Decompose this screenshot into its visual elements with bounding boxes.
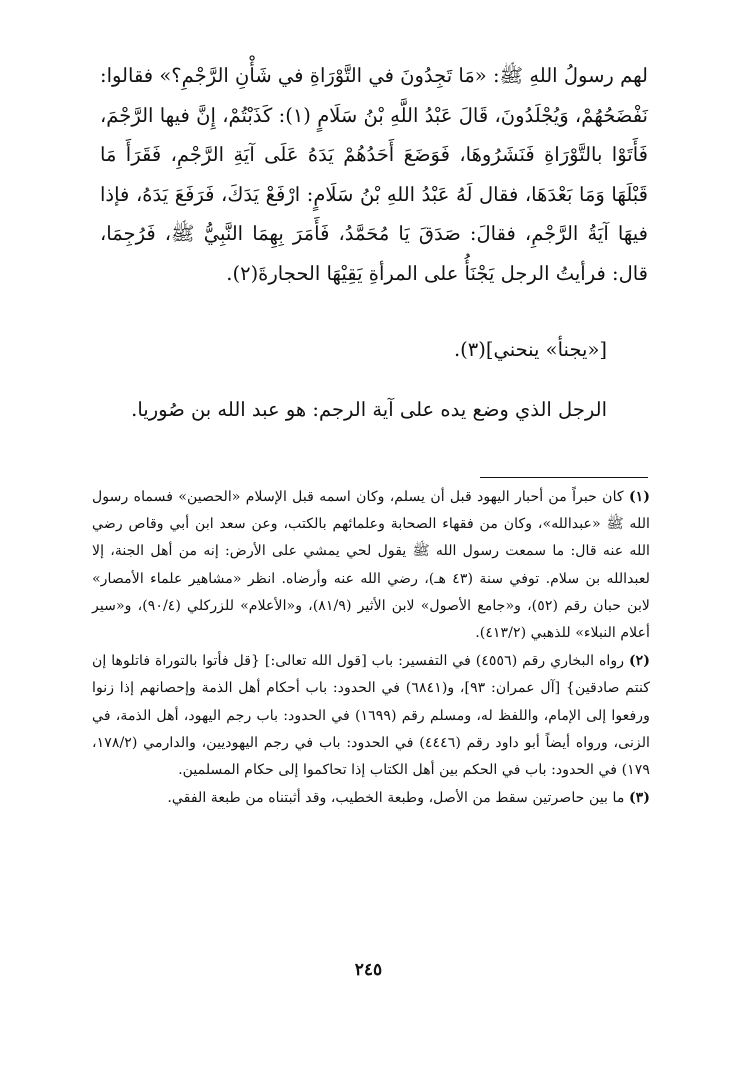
footnote-number: (٣) — [628, 790, 650, 807]
main-text-block — [100, 56, 648, 294]
footnote — [92, 484, 650, 647]
footnote-text: ما بين حاصرتين سقط من الأصل، وطبعة الخطيب، وقد أثبتناه من طبعة الفقي. — [167, 790, 625, 807]
footnote-number: (٢) — [628, 653, 650, 670]
hadith-paragraph: لهم رسولُ اللهِ ﷺ: «مَا تَجِدُونَ في التَّوْرَاةِ في شَأْنِ الرَّجْمِ؟» فقالوا: نَفْضَحُهُمْ، وَيُجْلَدُونَ، قَالَ عَبْدُ اللَّهِ بْنُ سَلَامٍ (١): كَذَبْتُمْ، إِنَّ فيها الرَّجْمَ، فَأَتَوْا بالتَّوْرَاةِ فَنَشَرُوهَا، فَوَضَعَ أَحَدُهُمْ يَدَهُ عَلَى آيَةِ الرَّجْمِ، فَقَرَأَ مَا قَبْلَهَا وَمَا بَعْدَهَا، فقال لَهُ عَبْدُ اللهِ بْنُ سَلَامٍ: ارْفَعْ يَدَكَ، فَرَفَعَ يَدَهُ، فإذا فيهَا آيَةُ الرَّجْمِ، فقالَ: صَدَقَ يَا مُحَمَّدُ، فَأَمَرَ بِهِمَا النَّبِيُّ ﷺ، فَرُجِمَا، قال: فرأيتُ الرجل يَجْنَأُ على المرأةِ يَقِيْهَا الحجارةَ(٢). — [100, 64, 648, 285]
footnote-divider — [480, 477, 648, 478]
footnote — [92, 648, 650, 784]
footnote-text: كان حبراً من أحبار اليهود قبل أن يسلم، وكان اسمه قبل الإسلام «الحصين» فسماه رسول الله ﷺ «عبدالله»، وكان من فقهاء الصحابة وعلمائهم بالكتب، وعن سعد ابن أبي وقاص رضي الله عنه قال: ما سمعت رسول الله ﷺ يقول لحي يمشي على الأرض: إنه من أهل الجنة، إلا لعبدالله بن سلام. توفي سنة (٤٣ هـ)، رضي الله عنه وأرضاه. انظر «مشاهير علماء الأمصار» لابن حبان رقم (٥٢)، و«جامع الأصول» لابن الأثير (٨١/٩)، و«الأعلام» للزركلي (٩٠/٤)، و«سير أعلام النبلاء» للذهبي (٤١٣/٢). — [92, 489, 651, 642]
footnotes-section — [92, 484, 650, 813]
identification-line: الرجل الذي وضع يده على آية الرجم: هو عبد الله بن صُوريا. — [131, 398, 607, 421]
footnote-text: رواه البخاري رقم (٤٥٥٦) في التفسير: باب [قول الله تعالى:] {قل فأتوا بالتوراة فاتلوها إن كنتم صادقين} [آل عمران: ٩٣]، و(٦٨٤١) في الحدود: باب أحكام أهل الذمة وإحصانهم إذا زنوا ورفعوا إلى الإمام، واللفظ له، ومسلم رقم (١٦٩٩) في الحدود: باب رجم اليهود، أهل الذمة، في الزنى، ورواه أيضاً أبو داود رقم (٤٤٤٦) في الحدود: باب في رجم اليهوديين، والدارمي (١٧٨/٢، ١٧٩) في الحدود: باب في الحكم بين أهل الكتاب إذا تحاكموا إلى حكام المسلمين. — [92, 653, 651, 779]
footnote — [92, 785, 650, 812]
page-number: ٢٤٥ — [354, 960, 383, 980]
footnote-number: (١) — [628, 489, 650, 505]
bracket-note: [«يجنأ» ينحني](٣). — [453, 338, 607, 361]
